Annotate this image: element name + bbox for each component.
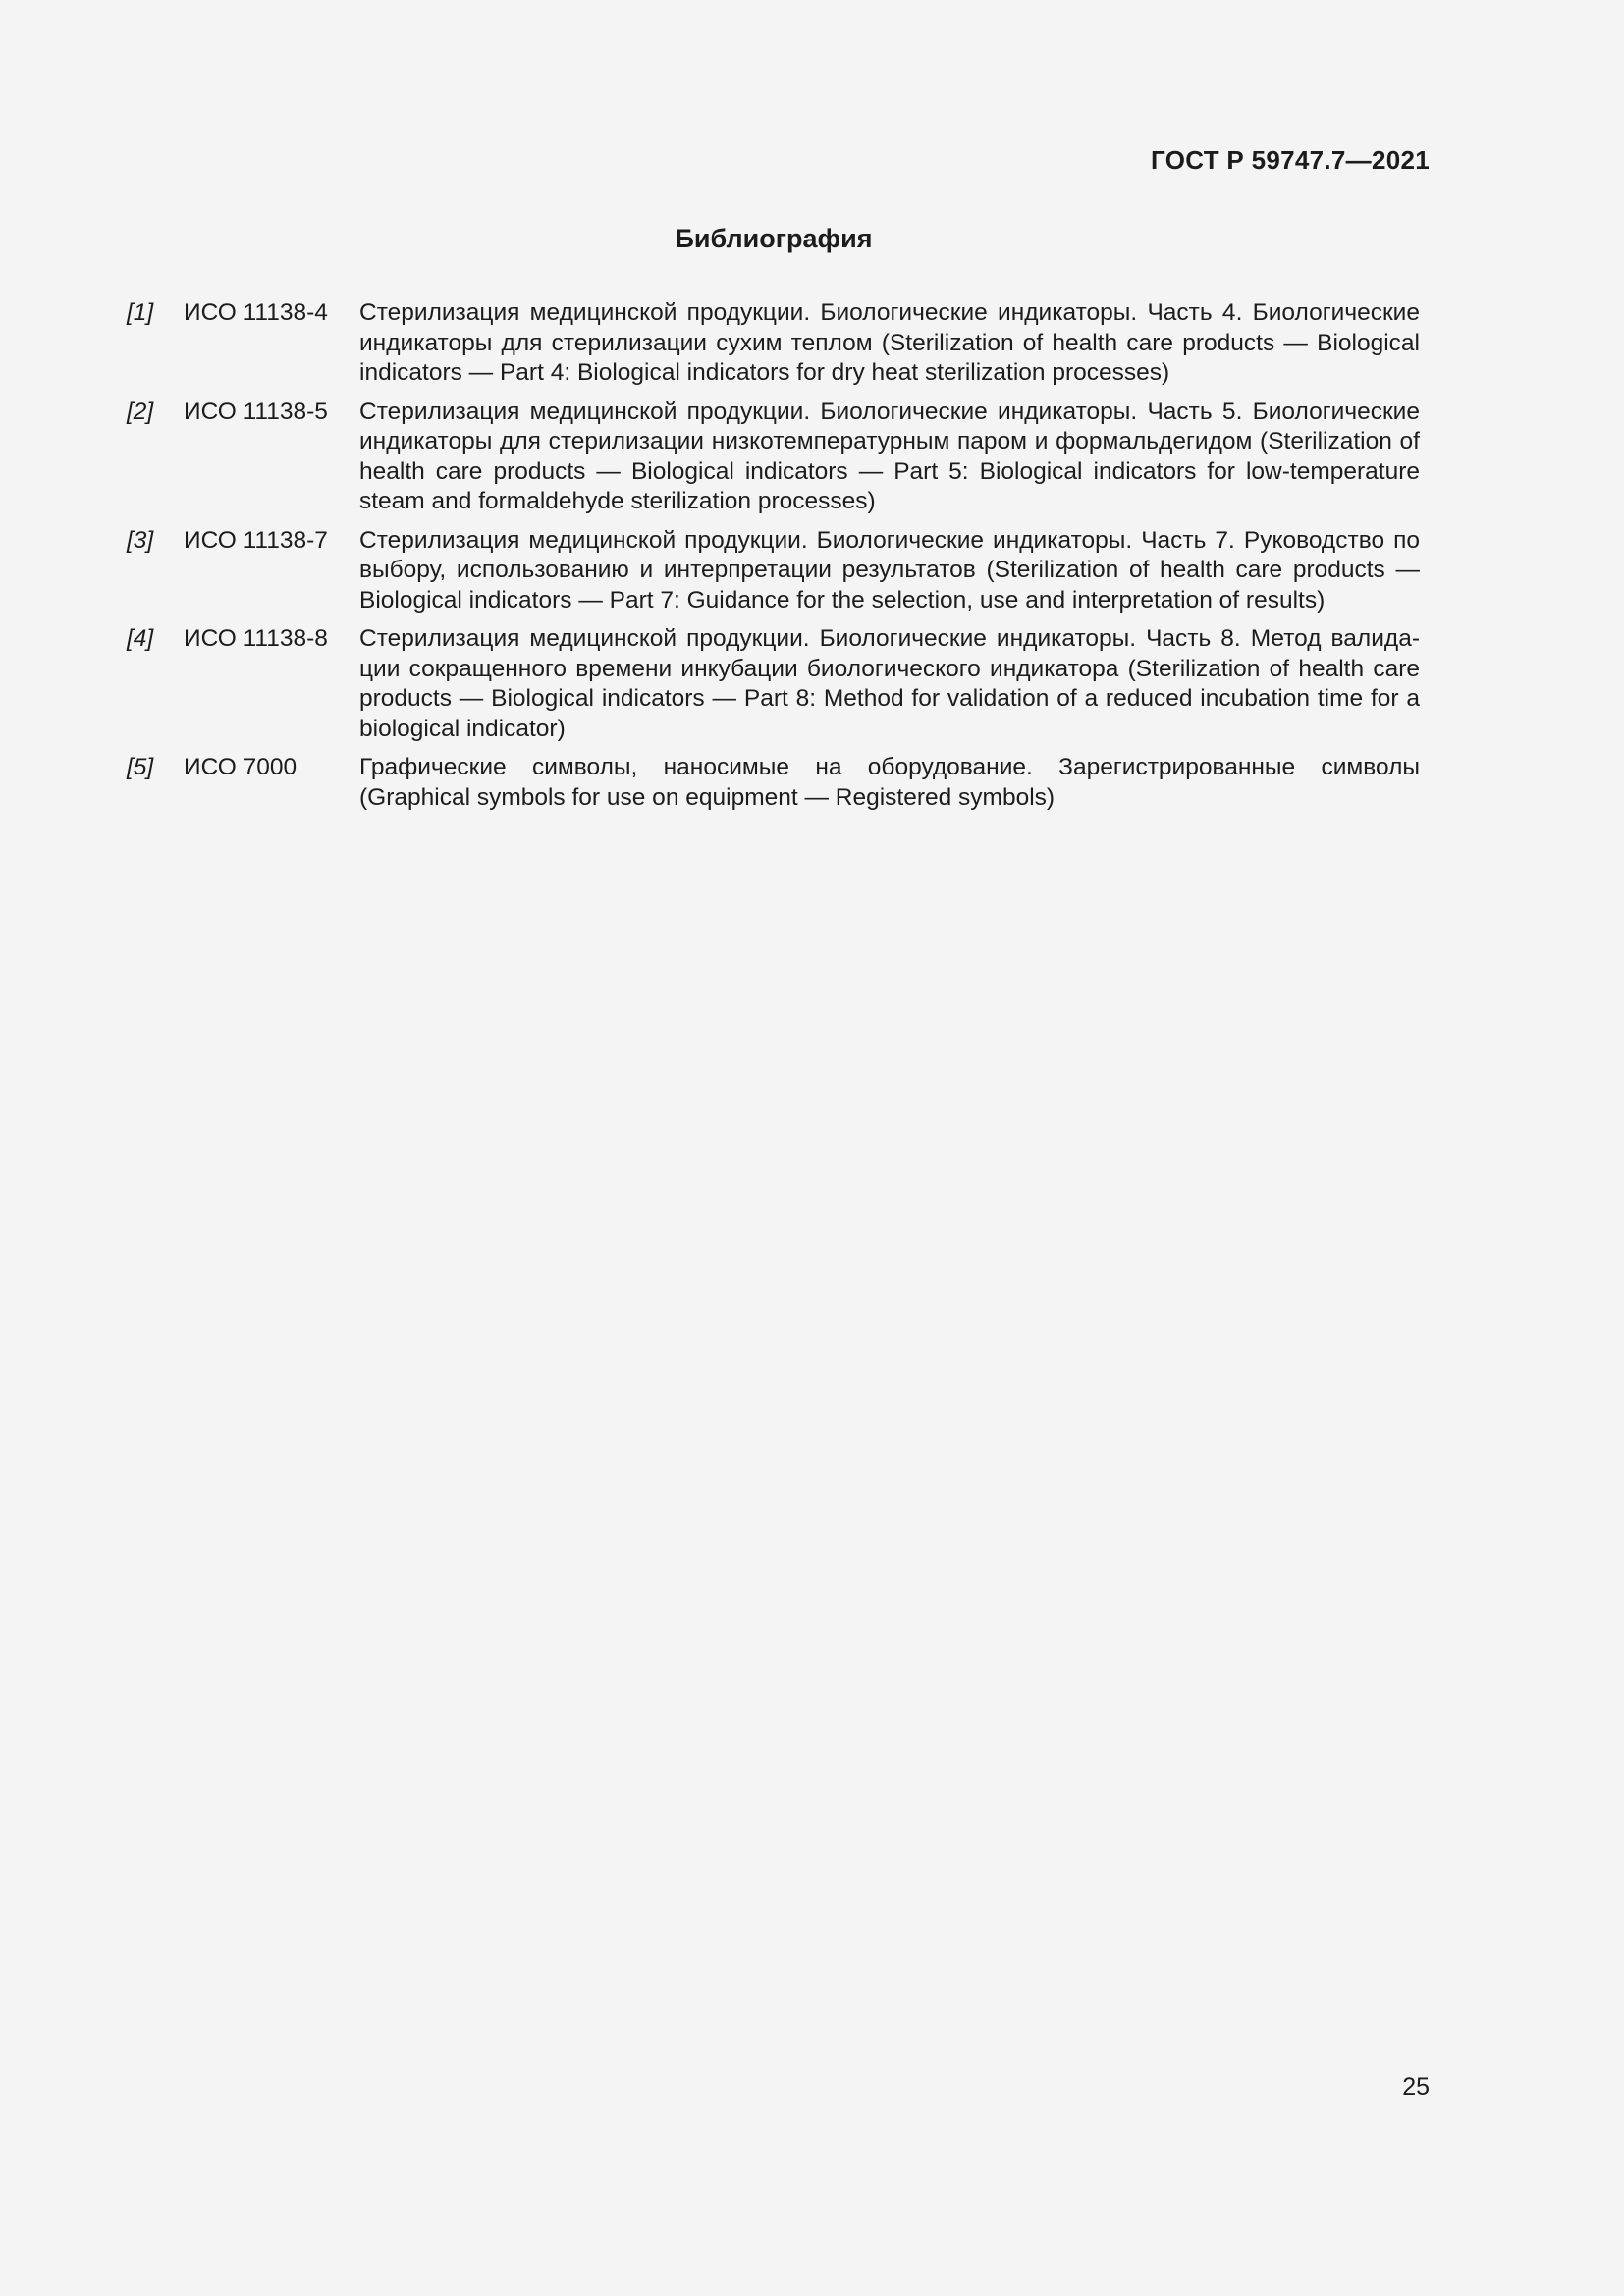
entry-description: Стерилизация медицинской продукции. Биологические индикаторы. Часть 8. Метод валидации сокращенного времени инкубации биологического индикатора (Sterilization of health care products — Biological indicators — Part 8: Method for validation of a reduced incubation time for a biological indicator) [359, 625, 1420, 742]
bibliography-entry [127, 753, 1420, 813]
entry-number: [1] [127, 299, 154, 326]
entry-description: Графические символы, наносимые на оборудование. Зарегистрированные символы (Graphical symbols for use on equipment — Registered symbols) [359, 754, 1420, 811]
entry-standard: ИСО 11138-4 [184, 299, 328, 326]
entry-description: Стерилизация медицинской продукции. Биологические индикаторы. Часть 5. Биологические индикаторы для стерилизации низкотемпературным паром и формальдегидом (Sterilization of health care products — Biological indicators — Part 5: Biological indicators for low-temperature steam and formaldehyde sterilization processes) [359, 398, 1420, 514]
entry-number: [5] [127, 754, 154, 780]
entry-standard: ИСО 11138-7 [184, 526, 328, 554]
entry-standard: ИСО 7000 [184, 754, 298, 780]
entry-description: Стерилизация медицинской продукции. Биологические индикаторы. Часть 4. Биологические индикаторы для стерилизации сухим теплом (Sterilization of health care products — Biological indicators — Part 4: Biological indicators for dry heat sterilization processes) [359, 299, 1420, 386]
entry-description: Стерилизация медицинской продукции. Биологические индикаторы. Часть 7. Руководство по выбору, использованию и интерпретации результатов (Sterilization of health care products — Biological indicators — Part 7: Guidance for the selection, use and interpretation of results) [359, 526, 1420, 614]
document-code: ГОСТ Р 59747.7—2021 [1151, 145, 1430, 175]
bibliography-entry [127, 624, 1420, 744]
entry-number: [2] [127, 398, 154, 425]
bibliography-entry [127, 398, 1420, 517]
bibliography-entry [127, 298, 1420, 389]
bibliography-entry [127, 526, 1420, 616]
entry-standard: ИСО 11138-5 [184, 398, 328, 425]
bibliography-list [127, 298, 1420, 822]
page-number: 25 [1402, 2073, 1430, 2101]
entry-number: [4] [127, 625, 154, 652]
entry-standard: ИСО 11138-8 [184, 625, 328, 652]
section-title: Библиография [675, 224, 873, 253]
entry-number: [3] [127, 526, 154, 554]
